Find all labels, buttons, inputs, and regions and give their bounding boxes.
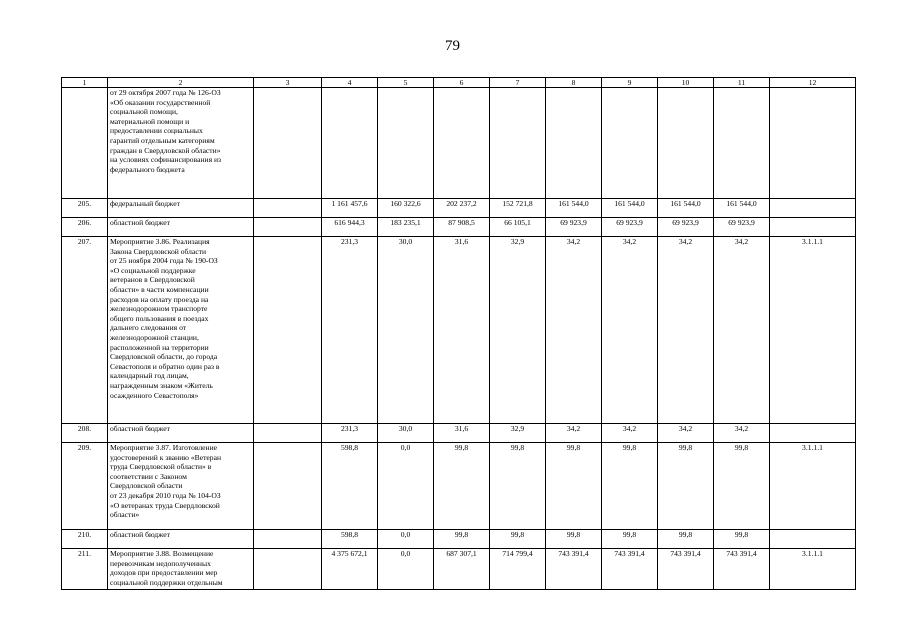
- table-row: [62, 549, 856, 590]
- row-description: областной бюджет: [108, 218, 254, 237]
- row-value: 1 161 457,6: [322, 199, 378, 218]
- row-value: 69 923,9: [658, 218, 714, 237]
- column-header: 2: [108, 78, 254, 88]
- row-value: 161 544,0: [658, 199, 714, 218]
- row-value: 231,3: [322, 237, 378, 424]
- row-value: 99,8: [434, 530, 490, 549]
- row-code: [770, 530, 856, 549]
- row-value: 231,3: [322, 424, 378, 443]
- row-value: 30,0: [378, 237, 434, 424]
- row-value: 99,8: [714, 443, 770, 530]
- row-value: 202 237,2: [434, 199, 490, 218]
- page-number: 79: [445, 38, 460, 54]
- row-value: [602, 88, 658, 199]
- row-number: [62, 88, 108, 199]
- row-value: 99,8: [490, 530, 546, 549]
- row-col3: [254, 88, 322, 199]
- row-description: областной бюджет: [108, 424, 254, 443]
- row-value: 99,8: [546, 530, 602, 549]
- row-value: 34,2: [658, 237, 714, 424]
- row-description: Мероприятие 3.86. Реализация Закона Свердловской области от 25 ноября 2004 года № 190-ОЗ «О социальной поддержке ветеранов в Свердловской области» в части компенсации расходов на оплату проезда на железнодорожном транспорте общего пользования в поездах дальнего следования от железнодорожной станции, расположенной на территории Свердловской области, до города Севастополя и обратно один раз в календарный год лицам, награжденным знаком «Житель осажденного Севастополя»: [108, 237, 254, 424]
- row-value: 99,8: [602, 530, 658, 549]
- row-value: 687 307,1: [434, 549, 490, 590]
- row-value: 0,0: [378, 549, 434, 590]
- row-description: Мероприятие 3.88. Возмещение перевозчикам недополученных доходов при предоставлении мер социальной поддержки отдельным: [108, 549, 254, 590]
- row-code: 3.1.1.1: [770, 237, 856, 424]
- row-value: 0,0: [378, 530, 434, 549]
- row-number: 210.: [62, 530, 108, 549]
- column-header: 6: [434, 78, 490, 88]
- row-value: 34,2: [714, 237, 770, 424]
- column-header: 3: [254, 78, 322, 88]
- row-col3: [254, 424, 322, 443]
- row-number: 211.: [62, 549, 108, 590]
- row-value: 714 799,4: [490, 549, 546, 590]
- row-code: [770, 88, 856, 199]
- table-row: [62, 218, 856, 237]
- row-value: 4 375 672,1: [322, 549, 378, 590]
- budget-table: [61, 77, 856, 590]
- row-value: 99,8: [490, 443, 546, 530]
- row-value: [434, 88, 490, 199]
- row-value: 69 923,9: [714, 218, 770, 237]
- row-value: 743 391,4: [602, 549, 658, 590]
- row-col3: [254, 443, 322, 530]
- row-value: [490, 88, 546, 199]
- row-value: 161 544,0: [546, 199, 602, 218]
- row-number: 206.: [62, 218, 108, 237]
- row-value: 152 721,8: [490, 199, 546, 218]
- row-value: 160 322,6: [378, 199, 434, 218]
- row-value: [322, 88, 378, 199]
- row-value: 598,8: [322, 530, 378, 549]
- row-col3: [254, 530, 322, 549]
- row-value: 87 908,5: [434, 218, 490, 237]
- row-value: 743 391,4: [658, 549, 714, 590]
- column-numbers-row: [62, 78, 856, 88]
- row-value: 99,8: [714, 530, 770, 549]
- row-number: 208.: [62, 424, 108, 443]
- table-row: [62, 237, 856, 424]
- row-value: 34,2: [658, 424, 714, 443]
- column-header: 5: [378, 78, 434, 88]
- column-header: 11: [714, 78, 770, 88]
- column-header: 9: [602, 78, 658, 88]
- row-value: 34,2: [602, 237, 658, 424]
- column-header: 1: [62, 78, 108, 88]
- row-code: [770, 424, 856, 443]
- row-value: [714, 88, 770, 199]
- column-header: 4: [322, 78, 378, 88]
- row-value: 31,6: [434, 237, 490, 424]
- row-value: 99,8: [602, 443, 658, 530]
- row-value: 30,0: [378, 424, 434, 443]
- row-number: 205.: [62, 199, 108, 218]
- row-value: 99,8: [658, 530, 714, 549]
- table-row: [62, 424, 856, 443]
- row-value: 99,8: [434, 443, 490, 530]
- row-description: от 29 октября 2007 года № 126-ОЗ «Об оказании государственной социальной помощи, материальной помощи и предоставлении социальных гарантий отдельным категориям граждан в Свердловской области» на условиях софинансирования из федерального бюджета: [108, 88, 254, 199]
- table-row: [62, 199, 856, 218]
- row-value: 32,9: [490, 237, 546, 424]
- column-header: 8: [546, 78, 602, 88]
- row-col3: [254, 549, 322, 590]
- table-row: [62, 88, 856, 199]
- row-value: 66 105,1: [490, 218, 546, 237]
- row-value: 598,8: [322, 443, 378, 530]
- column-header: 10: [658, 78, 714, 88]
- row-value: 743 391,4: [714, 549, 770, 590]
- row-number: 209.: [62, 443, 108, 530]
- row-description: Мероприятие 3.87. Изготовление удостоверений к званию «Ветеран труда Свердловской области» в соответствии с Законом Свердловской области от 23 декабря 2010 года № 104-ОЗ «О ветеранах труда Свердловской области»: [108, 443, 254, 530]
- row-value: 743 391,4: [546, 549, 602, 590]
- column-header: 7: [490, 78, 546, 88]
- row-value: 69 923,9: [602, 218, 658, 237]
- row-description: областной бюджет: [108, 530, 254, 549]
- row-value: 31,6: [434, 424, 490, 443]
- row-code: [770, 199, 856, 218]
- row-value: 0,0: [378, 443, 434, 530]
- row-value: 161 544,0: [714, 199, 770, 218]
- table-row: [62, 530, 856, 549]
- row-value: 34,2: [546, 424, 602, 443]
- table-row: [62, 443, 856, 530]
- row-value: [546, 88, 602, 199]
- row-value: 99,8: [658, 443, 714, 530]
- row-value: 183 235,1: [378, 218, 434, 237]
- row-value: 99,8: [546, 443, 602, 530]
- row-code: 3.1.1.1: [770, 549, 856, 590]
- row-number: 207.: [62, 237, 108, 424]
- row-value: 161 544,0: [602, 199, 658, 218]
- row-value: 616 944,3: [322, 218, 378, 237]
- row-col3: [254, 218, 322, 237]
- row-value: 32,9: [490, 424, 546, 443]
- row-value: [658, 88, 714, 199]
- row-value: 34,2: [714, 424, 770, 443]
- row-code: [770, 218, 856, 237]
- row-value: 69 923,9: [546, 218, 602, 237]
- row-code: 3.1.1.1: [770, 443, 856, 530]
- row-value: [378, 88, 434, 199]
- row-col3: [254, 237, 322, 424]
- row-col3: [254, 199, 322, 218]
- row-value: 34,2: [546, 237, 602, 424]
- column-header: 12: [770, 78, 856, 88]
- row-description: федеральный бюджет: [108, 199, 254, 218]
- row-value: 34,2: [602, 424, 658, 443]
